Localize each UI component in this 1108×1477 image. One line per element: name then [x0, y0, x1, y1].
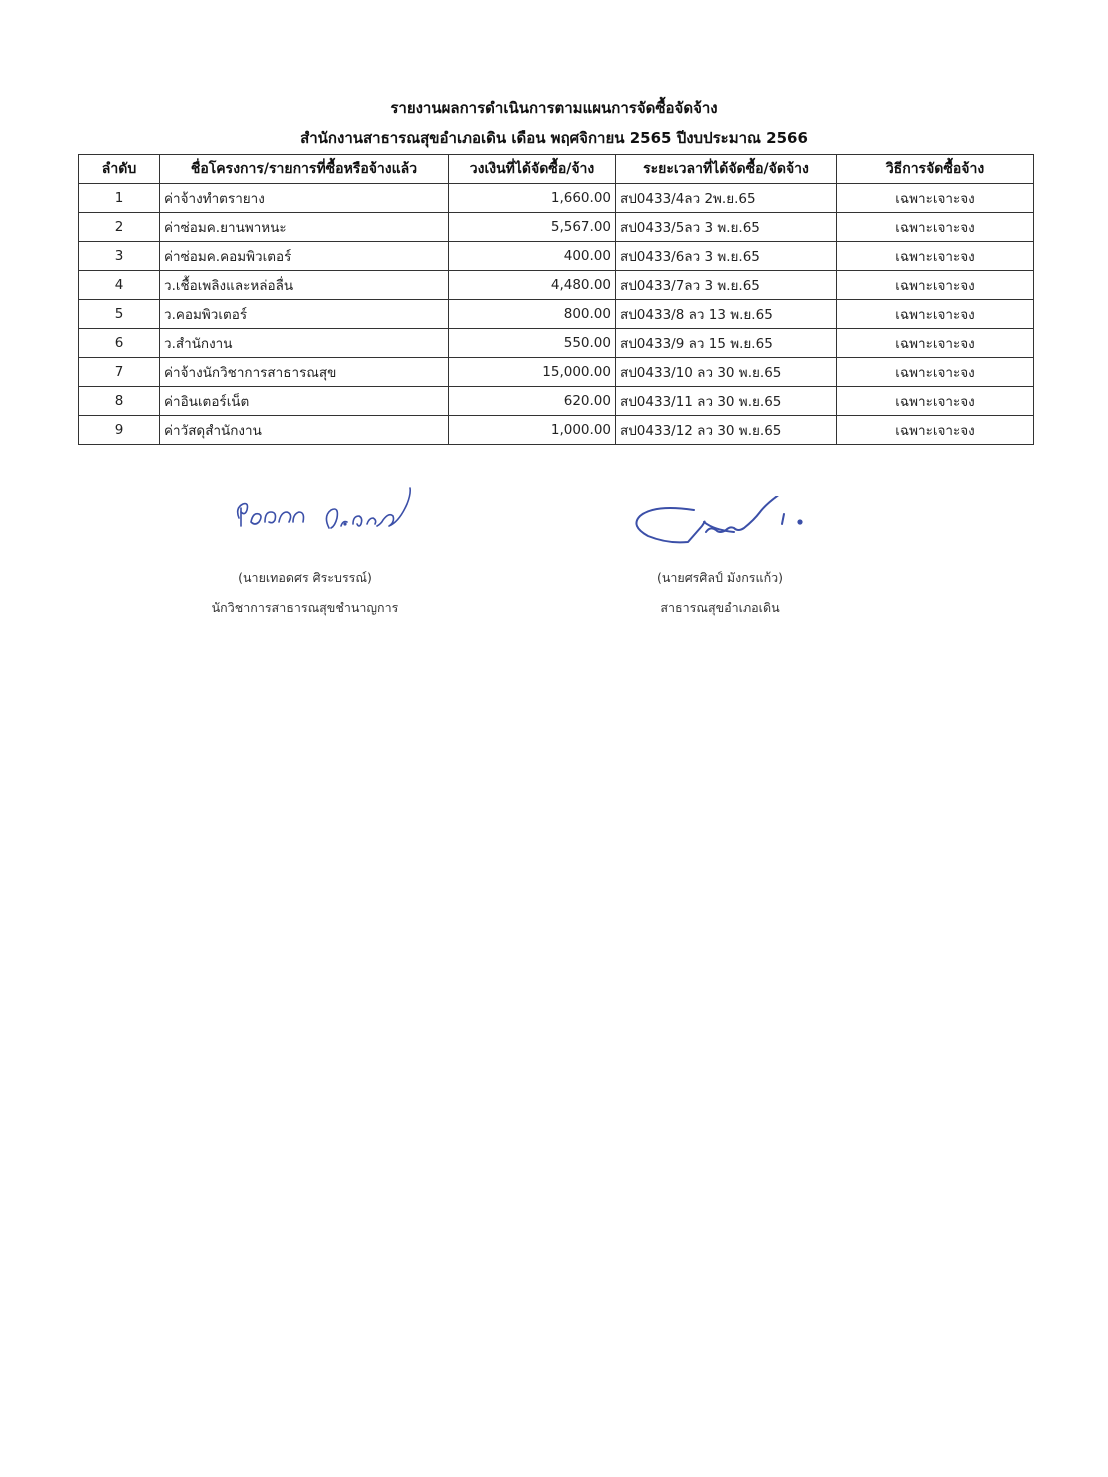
row-period: สป0433/4ลว 2พ.ย.65 — [616, 184, 837, 213]
column-header-method: วิธีการจัดซื้อจ้าง — [837, 155, 1034, 184]
row-number: 9 — [79, 416, 160, 445]
row-amount: 400.00 — [449, 242, 616, 271]
right-signature — [634, 496, 814, 554]
row-number: 4 — [79, 271, 160, 300]
row-item-name: ค่าจ้างนักวิชาการสาธารณสุข — [160, 358, 449, 387]
row-method: เฉพาะเจาะจง — [837, 213, 1034, 242]
row-item-name: ค่าซ่อมค.คอมพิวเตอร์ — [160, 242, 449, 271]
column-header-amount: วงเงินที่ได้จัดซื้อ/จ้าง — [449, 155, 616, 184]
row-amount: 15,000.00 — [449, 358, 616, 387]
row-number: 5 — [79, 300, 160, 329]
row-method: เฉพาะเจาะจง — [837, 242, 1034, 271]
left-signer-position: นักวิชาการสาธารณสุขชำนาญการ — [211, 600, 399, 615]
row-amount: 550.00 — [449, 329, 616, 358]
table-header-row — [79, 155, 1034, 184]
table-row — [79, 184, 1034, 213]
right-signature-block — [620, 568, 820, 618]
row-item-name: ค่าวัสดุสำนักงาน — [160, 416, 449, 445]
row-item-name: ค่าอินเตอร์เน็ต — [160, 387, 449, 416]
report-subtitle: สำนักงานสาธารณสุขอำเภอเดิน เดือน พฤศจิกายน 2565 ปีงบประมาณ 2566 — [300, 129, 808, 147]
column-header-name: ชื่อโครงการ/รายการที่ซื้อหรือจ้างแล้ว — [160, 155, 449, 184]
table-row — [79, 329, 1034, 358]
row-amount: 1,000.00 — [449, 416, 616, 445]
left-signature-block — [190, 568, 420, 618]
row-method: เฉพาะเจาะจง — [837, 271, 1034, 300]
row-item-name: ว.เชื้อเพลิงและหล่อลื่น — [160, 271, 449, 300]
row-number: 1 — [79, 184, 160, 213]
row-amount: 4,480.00 — [449, 271, 616, 300]
row-number: 8 — [79, 387, 160, 416]
row-method: เฉพาะเจาะจง — [837, 416, 1034, 445]
row-amount: 1,660.00 — [449, 184, 616, 213]
row-method: เฉพาะเจาะจง — [837, 358, 1034, 387]
table-row — [79, 300, 1034, 329]
column-header-period: ระยะเวลาที่ได้จัดซื้อ/จัดจ้าง — [616, 155, 837, 184]
row-number: 6 — [79, 329, 160, 358]
right-signer-position: สาธารณสุขอำเภอเดิน — [660, 600, 780, 615]
right-signer-name: (นายศรศิลป์ มังกรแก้ว) — [656, 570, 784, 585]
report-title: รายงานผลการดำเนินการตามแผนการจัดซื้อจัดจ้าง — [390, 99, 718, 117]
row-amount: 5,567.00 — [449, 213, 616, 242]
row-period: สป0433/12 ลว 30 พ.ย.65 — [616, 416, 837, 445]
table-row — [79, 387, 1034, 416]
row-period: สป0433/7ลว 3 พ.ย.65 — [616, 271, 837, 300]
row-amount: 800.00 — [449, 300, 616, 329]
column-header-no: ลำดับ — [79, 155, 160, 184]
procurement-table — [78, 154, 1034, 445]
row-item-name: ว.คอมพิวเตอร์ — [160, 300, 449, 329]
row-item-name: ค่าจ้างทำตรายาง — [160, 184, 449, 213]
row-method: เฉพาะเจาะจง — [837, 184, 1034, 213]
left-signature — [225, 478, 425, 542]
table-row — [79, 242, 1034, 271]
row-method: เฉพาะเจาะจง — [837, 387, 1034, 416]
row-item-name: ว.สำนักงาน — [160, 329, 449, 358]
table-row — [79, 416, 1034, 445]
row-period: สป0433/5ลว 3 พ.ย.65 — [616, 213, 837, 242]
table-row — [79, 358, 1034, 387]
row-period: สป0433/9 ลว 15 พ.ย.65 — [616, 329, 837, 358]
row-number: 7 — [79, 358, 160, 387]
row-period: สป0433/11 ลว 30 พ.ย.65 — [616, 387, 837, 416]
row-period: สป0433/10 ลว 30 พ.ย.65 — [616, 358, 837, 387]
row-amount: 620.00 — [449, 387, 616, 416]
row-number: 3 — [79, 242, 160, 271]
table-row — [79, 213, 1034, 242]
row-number: 2 — [79, 213, 160, 242]
row-method: เฉพาะเจาะจง — [837, 329, 1034, 358]
row-period: สป0433/8 ลว 13 พ.ย.65 — [616, 300, 837, 329]
table-row — [79, 271, 1034, 300]
row-period: สป0433/6ลว 3 พ.ย.65 — [616, 242, 837, 271]
row-item-name: ค่าซ่อมค.ยานพาหนะ — [160, 213, 449, 242]
row-method: เฉพาะเจาะจง — [837, 300, 1034, 329]
left-signer-name: (นายเทอดศร ศิระบรรณ์) — [238, 570, 372, 585]
